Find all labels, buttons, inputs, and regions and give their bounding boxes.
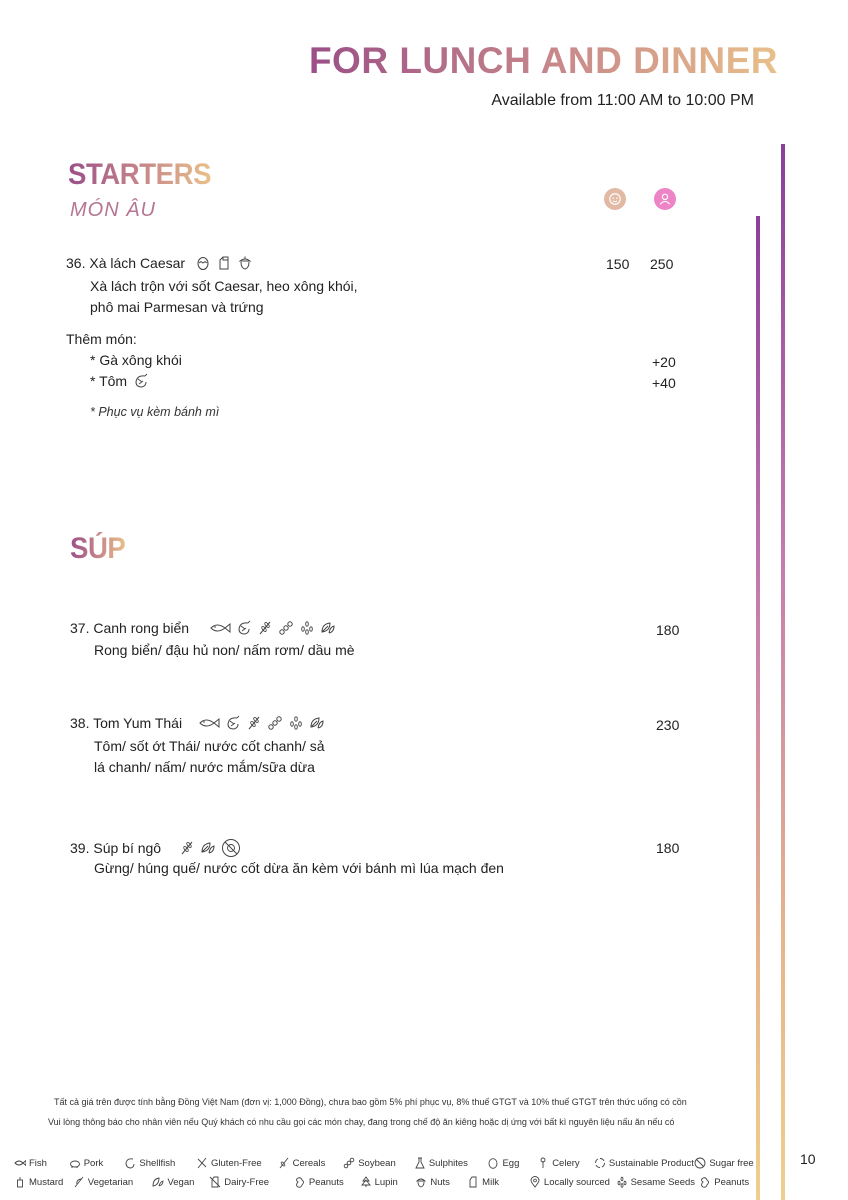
- item-price: 230: [656, 717, 680, 733]
- gluten-free-icon: [196, 1157, 208, 1169]
- legend-item: [414, 1157, 488, 1169]
- cereals-icon: [246, 715, 262, 731]
- peanuts-icon: [294, 1176, 306, 1188]
- price-large: 250: [650, 256, 674, 272]
- sustainable-icon: [594, 1157, 606, 1169]
- vegan-icon: [309, 715, 325, 731]
- legend-label: Sesame Seeds: [630, 1176, 696, 1188]
- sulphites-icon: [414, 1157, 426, 1169]
- sesame-icon: [616, 1176, 628, 1188]
- vegan-icon: [200, 840, 216, 856]
- legend-item: [699, 1176, 754, 1188]
- legend-item: [294, 1176, 360, 1188]
- legend-label: Sugar free: [709, 1157, 754, 1169]
- legend-item: [69, 1157, 125, 1169]
- description-line: Rong biển/ đậu hủ non/ nấm rơm/ dầu mè: [94, 642, 355, 658]
- description-line: Gừng/ húng quế/ nước cốt dừa ăn kèm với bánh mì lúa mạch đen: [94, 860, 504, 876]
- vegetarian-icon: [73, 1176, 85, 1188]
- legend-item: [124, 1157, 196, 1169]
- legend-item: [694, 1157, 754, 1169]
- egg-icon: [195, 255, 211, 271]
- cereals-icon: [179, 840, 195, 856]
- item-name: 36. Xà lách Caesar: [66, 255, 186, 271]
- legend-label: Mustard: [29, 1176, 64, 1188]
- legend-label: Pork: [83, 1157, 104, 1169]
- section-title-starters: STARTERS: [68, 158, 212, 191]
- description-line: lá chanh/ nấm/ nước mắm/sữa dừa: [94, 759, 315, 775]
- addon-price: +20: [652, 354, 676, 370]
- mustard-icon: [14, 1176, 26, 1188]
- dairy-free-icon: [209, 1176, 221, 1188]
- page-number: 10: [800, 1151, 816, 1167]
- dietary-note: Vui lòng thông báo cho nhân viên nếu Quý khách có nhu cầu gọi các món chay, đang trong chế độ ăn kiêng hoặc dị ứng với bất kì nguyên liệu nấu ăn nếu có: [48, 1117, 675, 1127]
- addon-item: * Gà xông khói: [90, 352, 182, 368]
- legend-label: Peanuts: [714, 1176, 750, 1188]
- fish-icon: [14, 1157, 26, 1169]
- legend-row: [14, 1176, 754, 1188]
- soybean-icon: [343, 1157, 355, 1169]
- shellfish-icon: [225, 715, 241, 731]
- local-icon: [529, 1176, 541, 1188]
- description-line: Xà lách trộn với sốt Caesar, heo xông khói,: [90, 278, 358, 294]
- menu-item-36: [66, 255, 253, 271]
- decorative-bar-inner: [756, 216, 760, 1200]
- nuts-icon: [237, 255, 253, 271]
- menu-item-39: [70, 838, 241, 858]
- cereals-icon: [278, 1157, 290, 1169]
- legend-item: [343, 1157, 414, 1169]
- legend-label: Sustainable Product: [608, 1157, 694, 1169]
- sugar-free-icon: [221, 838, 241, 858]
- fish-icon: [198, 715, 220, 731]
- addon-name: * Tôm: [90, 373, 128, 389]
- shellfish-icon: [124, 1157, 136, 1169]
- legend-item: [278, 1157, 344, 1169]
- legend-label: Celery: [552, 1157, 580, 1169]
- price-note: Tất cả giá trên được tính bằng Đồng Việt Nam (đơn vị: 1,000 Đồng), chưa bao gồm 5% phí phục vụ, 8% thuế GTGT và 10% thuế GTGT trên thức uống có cồn: [54, 1097, 687, 1107]
- item-description: [94, 640, 355, 661]
- item-name: 37. Canh rong biển: [70, 620, 190, 636]
- celery-icon: [537, 1157, 549, 1169]
- cereals-icon: [257, 620, 273, 636]
- footer-notes: [48, 1092, 748, 1132]
- shellfish-icon: [236, 620, 252, 636]
- child-portion-icon: [604, 188, 626, 210]
- item-description: [94, 858, 504, 879]
- legend-label: Soybean: [358, 1157, 396, 1169]
- legend-label: Vegetarian: [87, 1176, 134, 1188]
- legend-item: [73, 1176, 153, 1188]
- item-price: 180: [656, 840, 680, 856]
- page-title: FOR LUNCH AND DINNER: [308, 40, 778, 81]
- legend-label: Dairy-Free: [224, 1176, 270, 1188]
- legend-label: Lupin: [374, 1176, 398, 1188]
- legend-label: Gluten-Free: [211, 1157, 262, 1169]
- legend-label: Vegan: [167, 1176, 195, 1188]
- addons-label: Thêm món:: [66, 331, 137, 347]
- legend-item: [14, 1176, 73, 1188]
- legend-item: [196, 1157, 278, 1169]
- item-description: [94, 736, 325, 778]
- legend-label: Shellfish: [139, 1157, 176, 1169]
- legend-item: [487, 1157, 537, 1169]
- adult-portion-icon: [654, 188, 676, 210]
- legend-label: Fish: [29, 1157, 47, 1169]
- legend-label: Cereals: [292, 1157, 326, 1169]
- legend-item: [616, 1176, 700, 1188]
- legend-label: Locally sourced: [543, 1176, 610, 1188]
- page-subtitle: Available from 11:00 AM to 10:00 PM: [491, 92, 754, 109]
- legend-label: Peanuts: [308, 1176, 344, 1188]
- item-price: 180: [656, 622, 680, 638]
- legend-item: [360, 1176, 416, 1188]
- menu-item-38: [70, 715, 325, 731]
- item-name: 39. Súp bí ngô: [70, 840, 162, 856]
- pork-icon: [69, 1157, 81, 1169]
- sugar-free-icon: [694, 1157, 706, 1169]
- milk-icon: [216, 255, 232, 271]
- allergen-legend: [14, 1157, 754, 1188]
- shellfish-icon: [133, 373, 149, 389]
- menu-item-37: [70, 620, 336, 636]
- legend-label: Milk: [482, 1176, 500, 1188]
- addon-item: [90, 373, 149, 389]
- sesame-icon: [288, 715, 304, 731]
- item-description: [90, 276, 358, 318]
- legend-item: [14, 1157, 69, 1169]
- legend-label: Sulphites: [428, 1157, 468, 1169]
- peanuts-icon: [699, 1176, 711, 1188]
- description-line: phô mai Parmesan và trứng: [90, 299, 264, 315]
- addon-price: +40: [652, 375, 676, 391]
- legend-label: Nuts: [430, 1176, 450, 1188]
- description-line: Tôm/ sốt ớt Thái/ nước cốt chanh/ sả: [94, 738, 325, 754]
- section-subtitle-starters: MÓN ÂU: [70, 199, 156, 221]
- serving-note: * Phục vụ kèm bánh mì: [90, 405, 220, 419]
- milk-icon: [467, 1176, 479, 1188]
- sesame-icon: [299, 620, 315, 636]
- vegan-icon: [320, 620, 336, 636]
- legend-item: [415, 1176, 467, 1188]
- legend-item: [537, 1157, 594, 1169]
- price-small: 150: [606, 256, 630, 272]
- legend-row: [14, 1157, 754, 1169]
- soybean-icon: [267, 715, 283, 731]
- legend-item: [152, 1176, 209, 1188]
- legend-item: [529, 1176, 616, 1188]
- soybean-icon: [278, 620, 294, 636]
- legend-label: Egg: [502, 1157, 520, 1169]
- vegan-icon: [152, 1176, 164, 1188]
- legend-item: [209, 1176, 294, 1188]
- nuts-icon: [415, 1176, 427, 1188]
- legend-item: [467, 1176, 529, 1188]
- fish-icon: [209, 620, 231, 636]
- egg-icon: [487, 1157, 499, 1169]
- item-name: 38. Tom Yum Thái: [70, 715, 183, 731]
- lupin-icon: [360, 1176, 372, 1188]
- decorative-bar-outer: [781, 144, 785, 1200]
- section-title-soup: SÚP: [70, 532, 126, 565]
- legend-item: [594, 1157, 694, 1169]
